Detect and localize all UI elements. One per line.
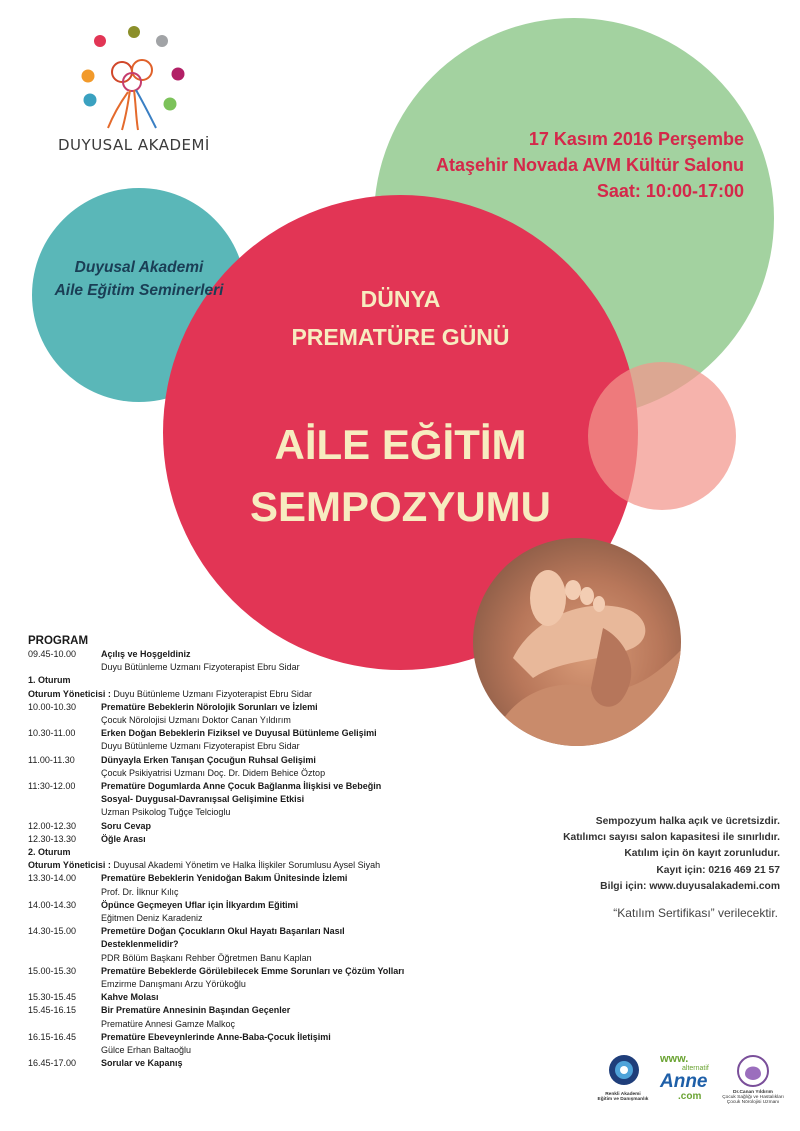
program-item bbox=[28, 1031, 458, 1057]
registration-phone: Kayıt için: 0216 469 21 57 bbox=[656, 864, 780, 876]
item-title: Prematüre Bebeklerin Nörolojik Sorunları ve İzlemi bbox=[101, 701, 318, 712]
program-item bbox=[28, 925, 458, 965]
item-title: Prematüre Ebeveynlerinde Anne-Baba-Çocuk İletişimi bbox=[101, 1031, 331, 1042]
session-moderator bbox=[28, 859, 458, 872]
headline-subtitle bbox=[163, 280, 638, 356]
item-time: 13.30-14.00 bbox=[28, 873, 77, 884]
moderator-name: Duyusal Akademi Yönetim ve Halka İlişkiler Sorumlusu Aysel Siyah bbox=[110, 860, 381, 871]
alternatif-anne-logo bbox=[660, 1054, 724, 1102]
event-info bbox=[436, 126, 744, 204]
headline-sub1: DÜNYA bbox=[360, 286, 441, 312]
item-title: Öğle Arası bbox=[101, 833, 146, 844]
item-time: 10.30-11.00 bbox=[28, 728, 76, 739]
hand-holding-foot-illustration bbox=[473, 538, 681, 746]
item-time: 15.00-15.30 bbox=[28, 965, 77, 976]
item-speaker: Duyu Bütünleme Uzmanı Fizyoterapist Ebru Sidar bbox=[101, 741, 300, 752]
program-schedule bbox=[28, 634, 458, 1071]
renkli-akademi-logo bbox=[606, 1052, 642, 1092]
logo2-anne: Anne bbox=[660, 1071, 708, 1092]
item-title: Erken Doğan Bebeklerin Fiziksel ve Duyusal Bütünleme Gelişimi bbox=[101, 728, 377, 739]
item-title: Prematüre Bebeklerin Yenidoğan Bakım Ünitesinde İzlemi bbox=[101, 873, 348, 884]
item-speaker: Çocuk Nörolojisi Uzmanı Doktor Canan Yıldırım bbox=[101, 715, 291, 726]
seminar-series-line1: Duyusal Akademi bbox=[74, 259, 204, 276]
logo3-line2: Çocuk Sağlığı ve Hastalıkları bbox=[722, 1095, 784, 1100]
item-title: Kahve Molası bbox=[101, 992, 159, 1003]
session-heading: 2. Oturum bbox=[28, 847, 71, 858]
logo3-line1: Dr.Canan Yıldırım bbox=[733, 1090, 773, 1095]
program-item bbox=[28, 1004, 458, 1030]
brand-name: DUYUSAL AKADEMİ bbox=[58, 136, 210, 154]
program-item bbox=[28, 965, 458, 991]
item-speaker: Gülce Erhan Baltaoğlu bbox=[101, 1045, 192, 1056]
headline-title bbox=[163, 414, 638, 538]
certificate-note: “Katılım Sertifikası” verilecektir. bbox=[613, 906, 778, 920]
program-item bbox=[28, 780, 458, 820]
program-item bbox=[28, 991, 458, 1004]
session-heading: 1. Oturum bbox=[28, 675, 71, 686]
item-title: Prematüre Dogumlarda Anne Çocuk Bağlanma İlişkisi ve Bebeğin bbox=[101, 781, 382, 792]
item-speaker: Uzman Psikolog Tuğçe Telcioglu bbox=[101, 807, 231, 818]
program-item bbox=[28, 820, 458, 833]
session-moderator bbox=[28, 688, 458, 701]
item-title: Açılış ve Hoşgeldiniz bbox=[101, 649, 191, 659]
program-item bbox=[28, 872, 458, 898]
info-line: Katılımcı sayısı salon kapasitesi ile sınırlıdır. bbox=[563, 832, 780, 844]
event-date: 17 Kasım 2016 Perşembe bbox=[528, 129, 744, 149]
item-title: Prematüre Bebeklerde Görülebilecek Emme Sorunları ve Çözüm Yolları bbox=[101, 965, 405, 976]
item-time: 15.45-16.15 bbox=[28, 1005, 77, 1016]
item-time: 14.30-15.00 bbox=[28, 926, 77, 937]
moderator-label: Oturum Yöneticisi : bbox=[28, 860, 111, 871]
logo2-www: www. bbox=[660, 1053, 689, 1065]
item-time: 12.00-12.30 bbox=[28, 820, 77, 831]
headline-main1: AİLE EĞİTİM bbox=[274, 421, 527, 468]
program-title: PROGRAM bbox=[28, 635, 89, 647]
item-time: 09.45-10.00 bbox=[28, 649, 77, 659]
logo1-line1: Renkli Akademi bbox=[605, 1092, 641, 1097]
item-time: 14.00-14.30 bbox=[28, 899, 77, 910]
logo2-com: .com bbox=[678, 1091, 702, 1102]
item-speaker: Prof. Dr. İlknur Kılıç bbox=[101, 886, 179, 897]
item-time: 11:30-12.00 bbox=[28, 781, 76, 792]
item-title: Premetüre Doğan Çocukların Okul Hayatı Başarıları Nasıl bbox=[101, 926, 345, 937]
item-title-cont: Desteklenmelidir? bbox=[101, 939, 179, 950]
item-speaker: PDR Bölüm Başkanı Rehber Öğretmen Banu Kaplan bbox=[101, 952, 312, 963]
logo1-line2: Eğitim ve Danışmanlık bbox=[597, 1097, 649, 1102]
program-item bbox=[28, 899, 458, 925]
item-title: Soru Cevap bbox=[101, 820, 152, 831]
registration-info bbox=[563, 814, 780, 895]
item-time: 16.15-16.45 bbox=[28, 1031, 77, 1042]
program-item bbox=[28, 833, 458, 846]
dr-canan-yildirim-logo bbox=[736, 1054, 770, 1088]
item-title: Sorular ve Kapanış bbox=[101, 1058, 183, 1069]
item-time: 11.00-11.30 bbox=[28, 754, 75, 765]
item-speaker: Eğitmen Deniz Karadeniz bbox=[101, 913, 203, 924]
seminar-series-line2: Aile Eğitim Seminerleri bbox=[54, 282, 224, 299]
item-time: 16.45-17.00 bbox=[28, 1058, 77, 1069]
item-title: Öpünce Geçmeyen Uflar için İlkyardım Eğitimi bbox=[101, 899, 299, 910]
event-time: Saat: 10:00-17:00 bbox=[596, 181, 744, 201]
item-time: 12.30-13.30 bbox=[28, 833, 77, 844]
logo2-alt: alternatif bbox=[682, 1065, 709, 1072]
item-speaker: Emzirme Danışmanı Arzu Yörükoğlu bbox=[101, 979, 246, 990]
program-item bbox=[28, 727, 458, 753]
duyusal-akademi-logo bbox=[78, 24, 198, 134]
event-venue: Ataşehir Novada AVM Kültür Salonu bbox=[435, 155, 744, 175]
moderator-label: Oturum Yöneticisi : bbox=[28, 688, 111, 699]
headline-sub2: PREMATÜRE GÜNÜ bbox=[291, 324, 510, 350]
item-title-cont: Sosyal- Duygusal-Davranışsal Gelişimine Etkisi bbox=[101, 794, 305, 805]
item-time: 15.30-15.45 bbox=[28, 992, 77, 1003]
moderator-name: Duyu Bütünleme Uzmanı Fizyoterapist Ebru Sidar bbox=[110, 688, 312, 699]
item-time: 10.00-10.30 bbox=[28, 701, 77, 712]
item-speaker: Duyu Bütünleme Uzmanı Fizyoterapist Ebru Sidar bbox=[101, 662, 300, 673]
info-line: Sempozyum halka açık ve ücretsizdir. bbox=[595, 816, 780, 827]
website-link: Bilgi için: www.duyusalakademi.com bbox=[600, 880, 780, 892]
logo3-line3: Çocuk Nörolojisi Uzmanı bbox=[726, 1100, 780, 1105]
baby-feet-photo bbox=[473, 538, 681, 746]
info-line: Katılım için ön kayıt zorunludur. bbox=[624, 848, 780, 860]
renkli-akademi-caption bbox=[588, 1092, 658, 1102]
program-item bbox=[28, 1057, 458, 1070]
headline-main2: SEMPOZYUMU bbox=[249, 483, 551, 530]
program-item bbox=[28, 754, 458, 780]
program-item bbox=[28, 701, 458, 727]
item-title: Dünyayla Erken Tanışan Çocuğun Ruhsal Gelişimi bbox=[101, 754, 316, 765]
dr-canan-yildirim-caption bbox=[720, 1090, 786, 1105]
item-title: Bir Prematüre Annesinin Başından Geçenler bbox=[101, 1005, 291, 1016]
program-item bbox=[28, 648, 458, 674]
item-speaker: Prematüre Annesi Gamze Malkoç bbox=[101, 1018, 236, 1029]
item-speaker: Çocuk Psikiyatrisi Uzmanı Doç. Dr. Didem Behice Öztop bbox=[101, 767, 326, 778]
